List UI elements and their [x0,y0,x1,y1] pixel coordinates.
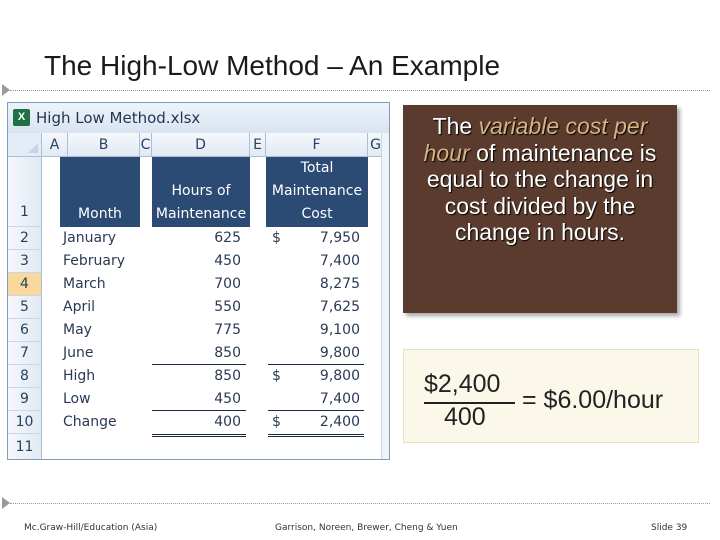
excel-window [7,102,390,460]
footer-authors: Garrison, Noreen, Brewer, Cheng & Yuen [275,523,458,533]
cell-cost[interactable]: 7,400 [319,391,360,407]
border-line [268,364,364,365]
excel-titlebar [8,103,389,134]
cell-hours[interactable]: 700 [214,276,241,292]
vertical-scrollbar[interactable] [381,133,389,459]
cell-cost[interactable]: 8,275 [319,276,360,292]
cell-cost[interactable]: 7,950 [319,230,360,246]
bullet-arrow-icon [2,84,10,96]
file-name: High Low Method.xlsx [36,109,201,127]
formula-box [403,349,699,443]
border-line [152,364,246,365]
cell-currency: $ [272,414,281,430]
cell-month[interactable]: January [63,230,117,246]
slide-title: The High-Low Method – An Example [44,50,501,81]
cell-hours[interactable]: 450 [214,391,241,407]
header-cost-line1[interactable]: Total [300,160,334,176]
row-header[interactable]: 5 [8,296,42,319]
border-line [152,410,246,411]
row-header[interactable]: 7 [8,342,42,365]
callout-highlight-per-hour: per hour [423,113,648,166]
cell-hours[interactable]: 400 [214,414,241,430]
row-header-active[interactable]: 4 [8,273,42,296]
cell-cost[interactable]: 2,400 [319,414,360,430]
cell-month[interactable]: Change [63,414,117,430]
callout-text-part: The [432,113,479,139]
column-header-c[interactable]: C [140,133,152,157]
title-divider [10,90,710,91]
cell-hours[interactable]: 625 [214,230,241,246]
column-header-d[interactable]: D [152,133,250,157]
cell-hours[interactable]: 450 [214,253,241,269]
row-header[interactable]: 6 [8,319,42,342]
row-header[interactable]: 3 [8,250,42,273]
cell-cost[interactable]: 9,800 [319,345,360,361]
cell-month[interactable]: High [63,368,96,384]
row-header[interactable]: 10 [8,411,42,434]
column-header-a[interactable]: A [42,133,68,157]
cell-hours[interactable]: 850 [214,345,241,361]
excel-file-icon: X [13,109,30,126]
cell-month[interactable]: May [63,322,92,338]
column-header-e[interactable]: E [250,133,266,157]
header-cost-line2[interactable]: Maintenance [271,183,363,199]
select-all-corner[interactable] [8,133,42,157]
header-hours-line1[interactable]: Hours of [171,183,231,199]
column-header-f[interactable]: F [266,133,368,157]
bullet-arrow-icon [2,497,10,509]
footer-divider [10,503,710,504]
cell-month[interactable]: March [63,276,106,292]
explanation-callout [403,105,677,313]
cell-hours[interactable]: 850 [214,368,241,384]
row-header[interactable]: 1 [8,157,42,227]
row-header[interactable]: 11 [8,434,42,460]
footer-slide-number: Slide 39 [651,523,688,533]
formula-result: = $6.00/hour [522,386,664,414]
select-all-triangle-icon [28,143,38,153]
header-month[interactable]: Month [78,206,122,222]
callout-highlight-variable-cost: variable cost [478,113,608,139]
cell-hours[interactable]: 775 [214,322,241,338]
header-hours-line2[interactable]: Maintenance [155,206,247,222]
formula-numerator: $2,400 [424,370,501,398]
cell-cost[interactable]: 7,400 [319,253,360,269]
row-header[interactable]: 8 [8,365,42,388]
callout-text-part: of maintenance is equal to the change in cost divided by the change in hours. [426,139,657,245]
cell-cost[interactable]: 7,625 [319,299,360,315]
double-border-line [268,434,364,437]
cell-currency: $ [272,368,281,384]
row-header[interactable]: 2 [8,227,42,250]
formula-denominator: 400 [444,403,486,431]
cell-hours[interactable]: 550 [214,299,241,315]
header-cost-line3[interactable]: Cost [301,206,333,222]
cell-month[interactable]: February [63,253,126,269]
cell-month[interactable]: Low [63,391,91,407]
column-header-g[interactable]: G [368,133,384,157]
cell-cost[interactable]: 9,800 [319,368,360,384]
row-header[interactable]: 9 [8,388,42,411]
column-header-b[interactable]: B [68,133,140,157]
footer-publisher: Mc.Graw-Hill/Education (Asia) [24,523,158,533]
border-line [268,410,364,411]
cell-cost[interactable]: 9,100 [319,322,360,338]
double-border-line [152,434,246,437]
cell-currency: $ [272,230,281,246]
cell-month[interactable]: June [63,345,94,361]
callout-text [409,113,671,246]
cell-month[interactable]: April [63,299,95,315]
